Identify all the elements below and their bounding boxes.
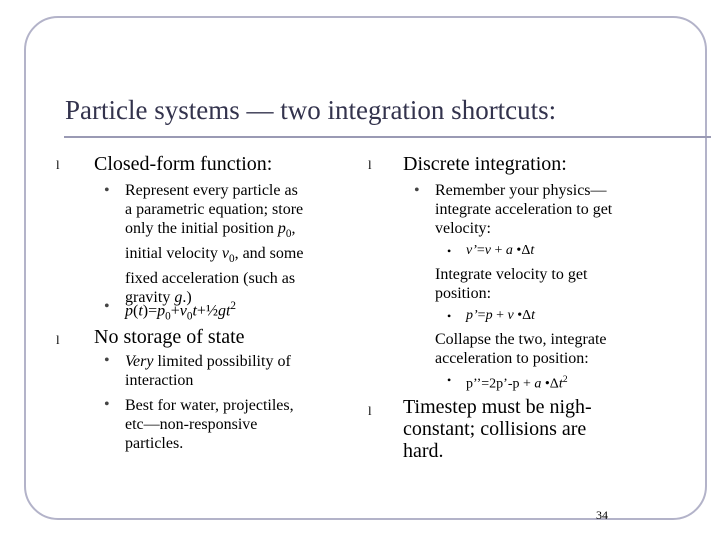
text-line: fixed acceleration (such as	[125, 270, 296, 288]
text-line: interaction	[125, 372, 194, 389]
text-line: Best for water, projectiles,	[125, 397, 294, 414]
text-line: etc—non-responsive	[125, 416, 258, 433]
text-line: a parametric equation; store	[125, 201, 304, 218]
heading-closed-form: Closed-form function:	[94, 153, 273, 175]
velocity-equation: v’=v + a •Δt	[466, 243, 535, 258]
heading-discrete: Discrete integration:	[403, 153, 567, 175]
bullet-timestep: l	[368, 403, 372, 418]
equation-bullet: •	[447, 309, 452, 323]
position-equation: p’=p + v •Δt	[466, 308, 535, 323]
text-line: constant; collisions are	[403, 418, 587, 440]
text-line: Collapse the two, integrate	[435, 331, 607, 348]
title-divider	[64, 136, 711, 138]
slide-title: Particle systems — two integration shortcuts:	[65, 95, 557, 125]
equation-bullet: •	[447, 244, 452, 258]
bullet-no-storage: l	[56, 332, 60, 347]
text-line: gravity g.)	[125, 289, 192, 307]
text-line: acceleration to position:	[435, 350, 589, 367]
timestep-note	[403, 396, 592, 462]
text-line: only the initial position $p_0$,	[125, 220, 296, 241]
text-line: initial velocity $v_0$, and some	[125, 245, 304, 266]
closed-form-description	[125, 181, 303, 307]
discrete-description	[435, 181, 612, 238]
text-line: hard.	[403, 440, 444, 462]
text-line: particles.	[125, 435, 184, 452]
bullet-discrete: l	[368, 157, 372, 172]
bullet-closed-form: l	[56, 157, 60, 172]
text-line: Timestep must be nigh-	[403, 396, 592, 418]
equation-bullet: •	[447, 373, 452, 387]
interaction-note	[125, 352, 291, 390]
text-line: integrate acceleration to get	[435, 201, 613, 218]
integrate-velocity-text	[435, 265, 587, 303]
text-line: Very limited possibility of	[125, 353, 291, 370]
text-line: Represent every particle as	[125, 182, 298, 199]
sub-bullet: •	[414, 182, 420, 199]
usage-note	[125, 396, 294, 453]
collapse-text	[435, 330, 607, 368]
text-line: Integrate velocity to get	[435, 266, 588, 283]
text-line: position:	[435, 285, 492, 302]
sub-bullet: •	[104, 182, 110, 199]
sub-bullet: •	[104, 298, 110, 315]
page-number: 34	[596, 508, 608, 522]
sub-bullet: •	[104, 352, 110, 369]
heading-no-storage: No storage of state	[94, 326, 245, 348]
sub-bullet: •	[104, 396, 110, 413]
closed-form-equation: $p(t)=p_0+v_0t+\frac{1}{2}gt^2$	[125, 300, 236, 323]
verlet-equation: p’’=2p’-p + a $•\Delta t^2$	[466, 374, 568, 392]
text-line: Remember your physics—	[435, 182, 607, 199]
text-line: velocity:	[435, 220, 491, 237]
